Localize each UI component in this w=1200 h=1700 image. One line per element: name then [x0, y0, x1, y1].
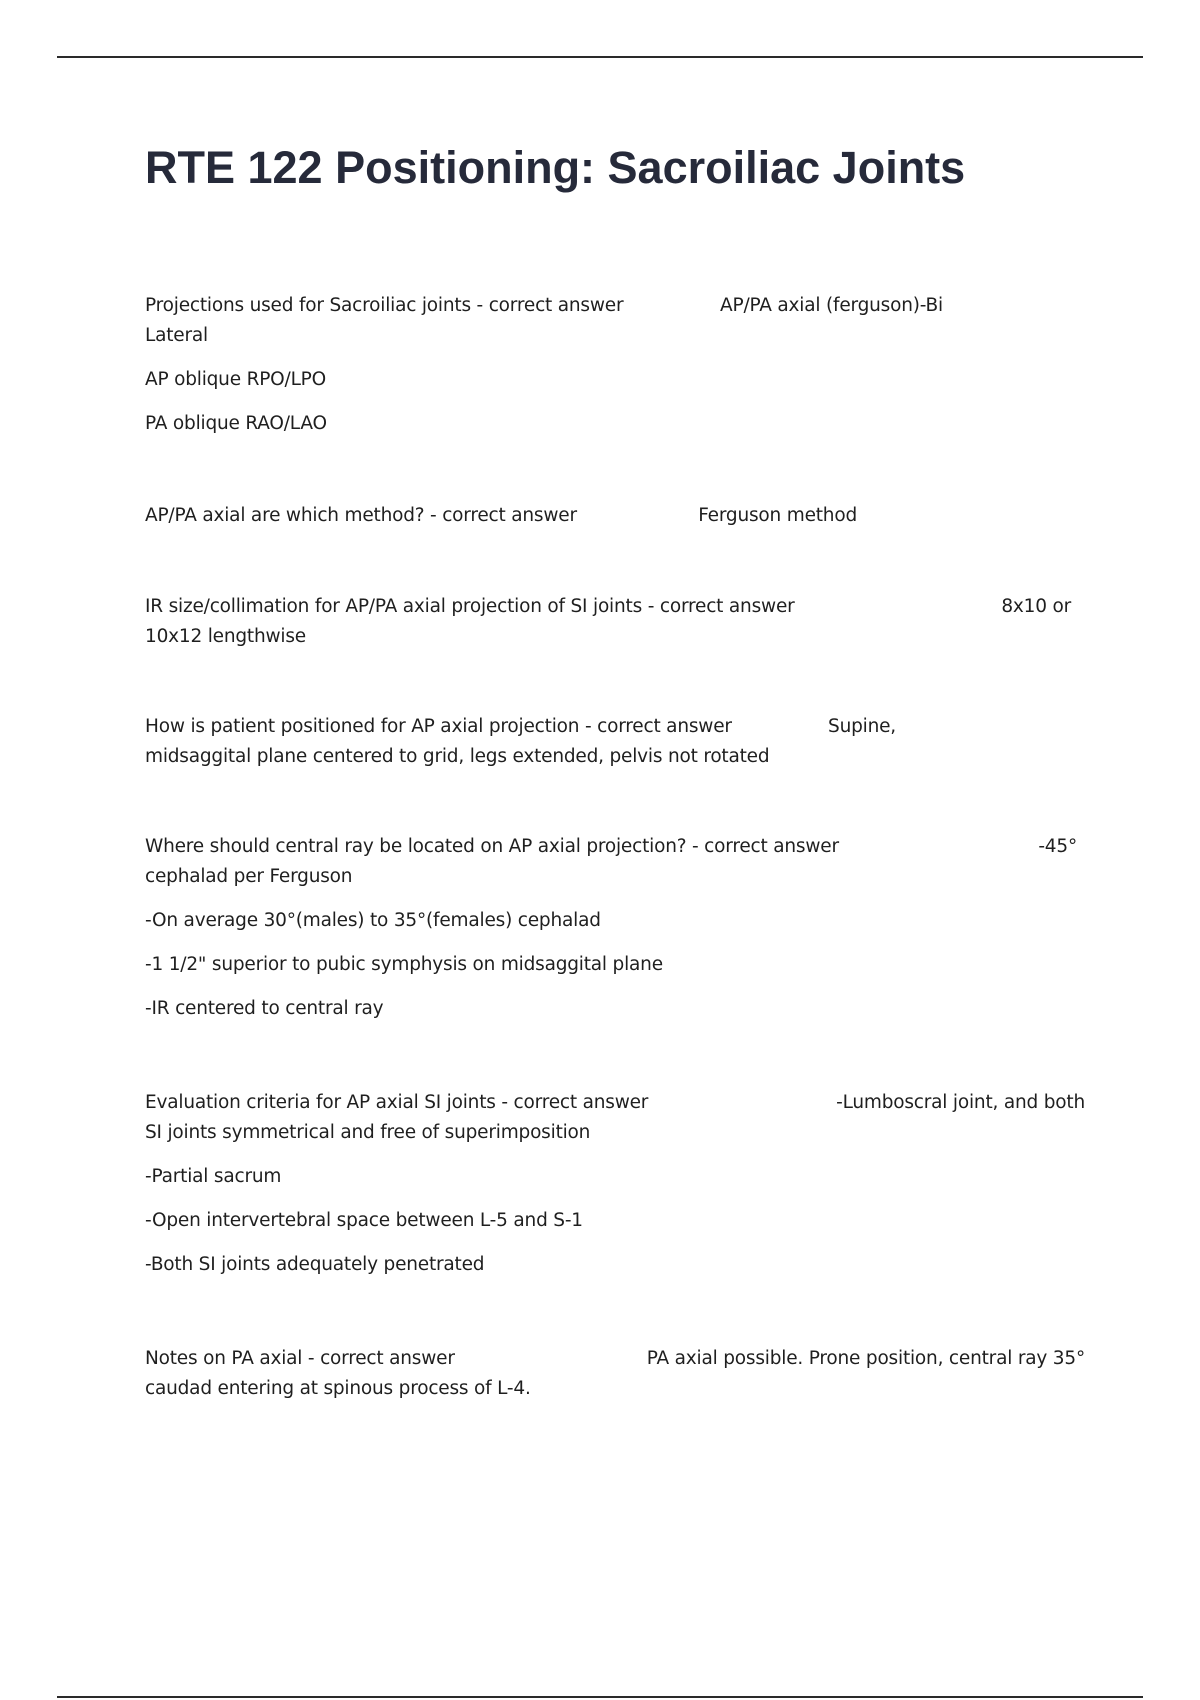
answer-extra-line: AP oblique RPO/LPO	[145, 369, 326, 390]
answer-text: PA axial possible. Prone position, central ray 35°	[646, 1348, 1085, 1369]
qa-card-central-ray	[145, 832, 1085, 1024]
answer-extra-line: -Both SI joints adequately penetrated	[145, 1254, 485, 1275]
answer-continuation: Lateral	[145, 325, 208, 346]
qa-line	[145, 592, 1085, 622]
answer-extra-line: PA oblique RAO/LAO	[145, 413, 327, 434]
qa-card-patient-position	[145, 712, 1085, 772]
qa-card-ir-size	[145, 592, 1085, 652]
question-text: Where should central ray be located on AP axial projection? - correct answer	[145, 836, 839, 857]
qa-line	[145, 291, 1085, 321]
question-text: IR size/collimation for AP/PA axial projection of SI joints - correct answer	[145, 596, 795, 617]
answer-text: AP/PA axial (ferguson)-Bi	[720, 295, 943, 316]
question-text: Notes on PA axial - correct answer	[145, 1348, 455, 1369]
answer-extra-line: -IR centered to central ray	[145, 998, 384, 1019]
answer-text: 8x10 or	[1001, 596, 1071, 617]
qa-card-pa-axial-notes	[145, 1344, 1085, 1404]
answer-text: -45°	[1038, 836, 1077, 857]
qa-line	[145, 1088, 1085, 1118]
answer-extra-line: -1 1/2" superior to pubic symphysis on midsaggital plane	[145, 954, 663, 975]
qa-card-projections	[145, 291, 1085, 439]
qa-line	[145, 501, 1085, 531]
question-text: AP/PA axial are which method? - correct answer	[145, 505, 577, 526]
answer-text: Supine,	[828, 716, 896, 737]
question-text: How is patient positioned for AP axial projection - correct answer	[145, 716, 732, 737]
answer-text: Ferguson method	[698, 505, 857, 526]
bottom-rule	[57, 1696, 1143, 1698]
qa-line	[145, 832, 1085, 862]
answer-continuation: midsaggital plane centered to grid, legs extended, pelvis not rotated	[145, 746, 770, 767]
answer-continuation: 10x12 lengthwise	[145, 626, 306, 647]
qa-line	[145, 1344, 1085, 1374]
answer-continuation: SI joints symmetrical and free of superimposition	[145, 1122, 591, 1143]
qa-card-evaluation-criteria	[145, 1088, 1085, 1280]
answer-text: -Lumboscral joint, and both	[836, 1092, 1085, 1113]
answer-extra-line: -Partial sacrum	[145, 1166, 282, 1187]
qa-line	[145, 712, 1085, 742]
page-title: RTE 122 Positioning: Sacroiliac Joints	[145, 142, 966, 193]
qa-card-method	[145, 501, 1085, 531]
answer-continuation: cephalad per Ferguson	[145, 866, 353, 887]
answer-extra-line: -Open intervertebral space between L-5 and S-1	[145, 1210, 583, 1231]
answer-continuation: caudad entering at spinous process of L-4.	[145, 1378, 531, 1399]
answer-extra-line: -On average 30°(males) to 35°(females) cephalad	[145, 910, 601, 931]
question-text: Evaluation criteria for AP axial SI joints - correct answer	[145, 1092, 649, 1113]
question-text: Projections used for Sacroiliac joints - correct answer	[145, 295, 624, 316]
top-rule	[57, 56, 1143, 58]
